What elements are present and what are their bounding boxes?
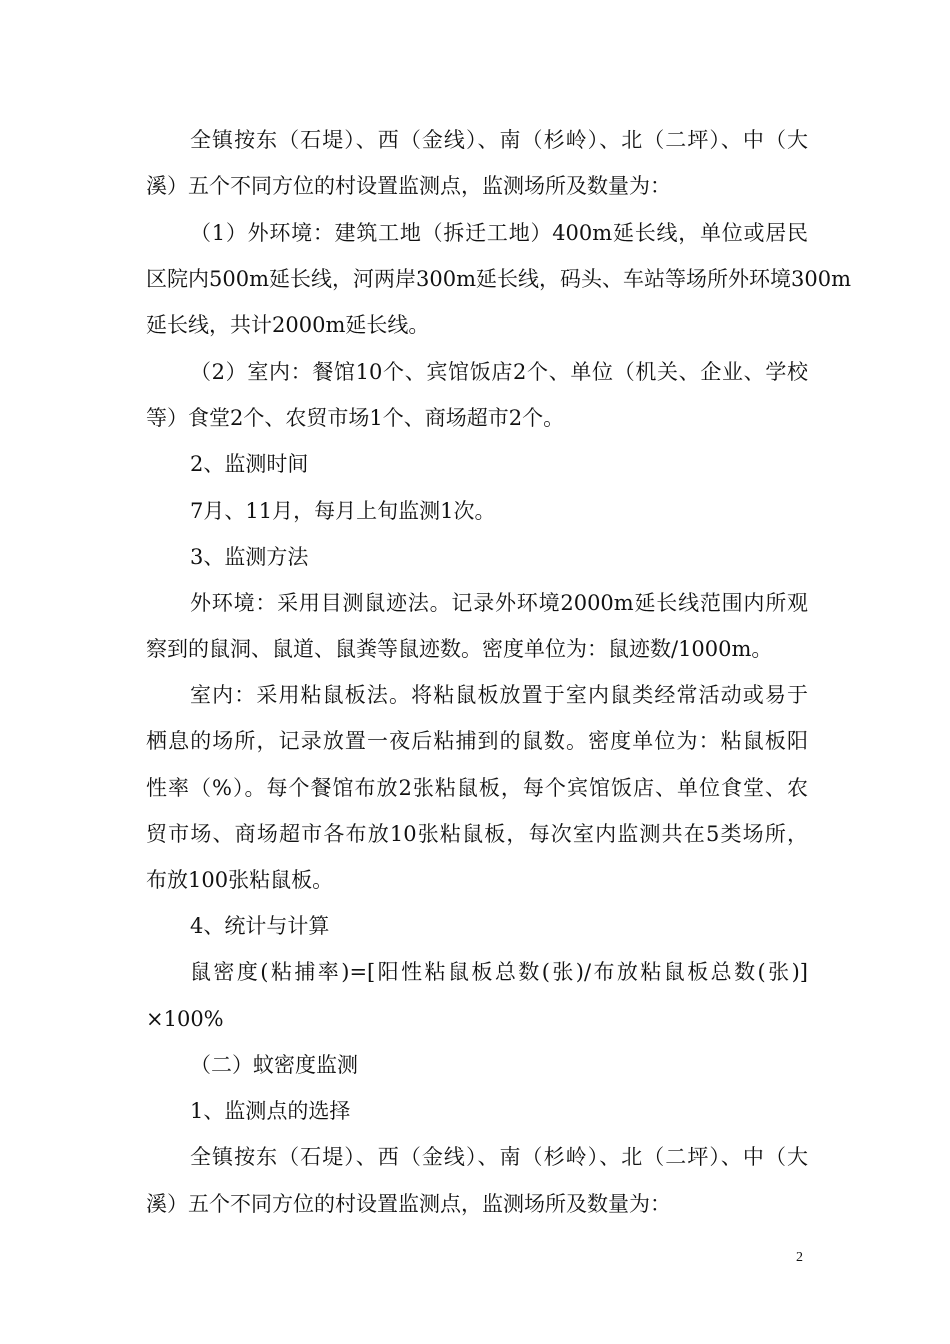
section-heading: （二）蚊密度监测	[190, 1053, 358, 1077]
page-number: 2	[796, 1250, 803, 1265]
paragraph-line: 察到的鼠洞、鼠道、鼠粪等鼠迹数。密度单位为：鼠迹数/1000m。	[146, 637, 773, 661]
paragraph-line: 7月、11月，每月上旬监测1次。	[190, 499, 496, 523]
paragraph-line: 性率（%）。每个餐馆布放2张粘鼠板，每个宾馆饭店、单位食堂、农	[146, 776, 808, 800]
paragraph-line: （2）室内：餐馆10个、宾馆饭店2个、单位（机关、企业、学校	[190, 360, 808, 384]
paragraph-line: 全镇按东（石堤）、西（金线）、南（杉岭）、北（二坪）、中（大	[190, 128, 808, 152]
paragraph-line: 区院内500m延长线，河两岸300m延长线，码头、车站等场所外环境300m	[146, 267, 851, 291]
paragraph-line: 外环境：采用目测鼠迹法。记录外环境2000m延长线范围内所观	[190, 591, 808, 615]
paragraph-line: 延长线，共计2000m延长线。	[146, 313, 430, 337]
paragraph-line: 栖息的场所，记录放置一夜后粘捕到的鼠数。密度单位为：粘鼠板阳	[146, 729, 808, 753]
formula-line: 鼠密度(粘捕率)=[阳性粘鼠板总数(张)/布放粘鼠板总数(张)]	[190, 960, 808, 984]
paragraph-line: 贸市场、商场超市各布放10张粘鼠板，每次室内监测共在5类场所，	[146, 822, 808, 846]
formula-line: ×100%	[146, 1007, 224, 1031]
paragraph-line: 室内：采用粘鼠板法。将粘鼠板放置于室内鼠类经常活动或易于	[190, 683, 808, 707]
paragraph-line: 溪）五个不同方位的村设置监测点，监测场所及数量为：	[146, 1192, 671, 1216]
section-heading: 2、监测时间	[190, 452, 309, 476]
section-heading: 4、统计与计算	[190, 914, 330, 938]
paragraph-line: 溪）五个不同方位的村设置监测点，监测场所及数量为：	[146, 174, 671, 198]
paragraph-line: 布放100张粘鼠板。	[146, 868, 334, 892]
paragraph-line: 全镇按东（石堤）、西（金线）、南（杉岭）、北（二坪）、中（大	[190, 1145, 808, 1169]
section-heading: 1、监测点的选择	[190, 1099, 351, 1123]
paragraph-line: （1）外环境：建筑工地（拆迁工地）400m延长线，单位或居民	[190, 221, 808, 245]
paragraph-line: 等）食堂2个、农贸市场1个、商场超市2个。	[146, 406, 565, 430]
section-heading: 3、监测方法	[190, 545, 309, 569]
